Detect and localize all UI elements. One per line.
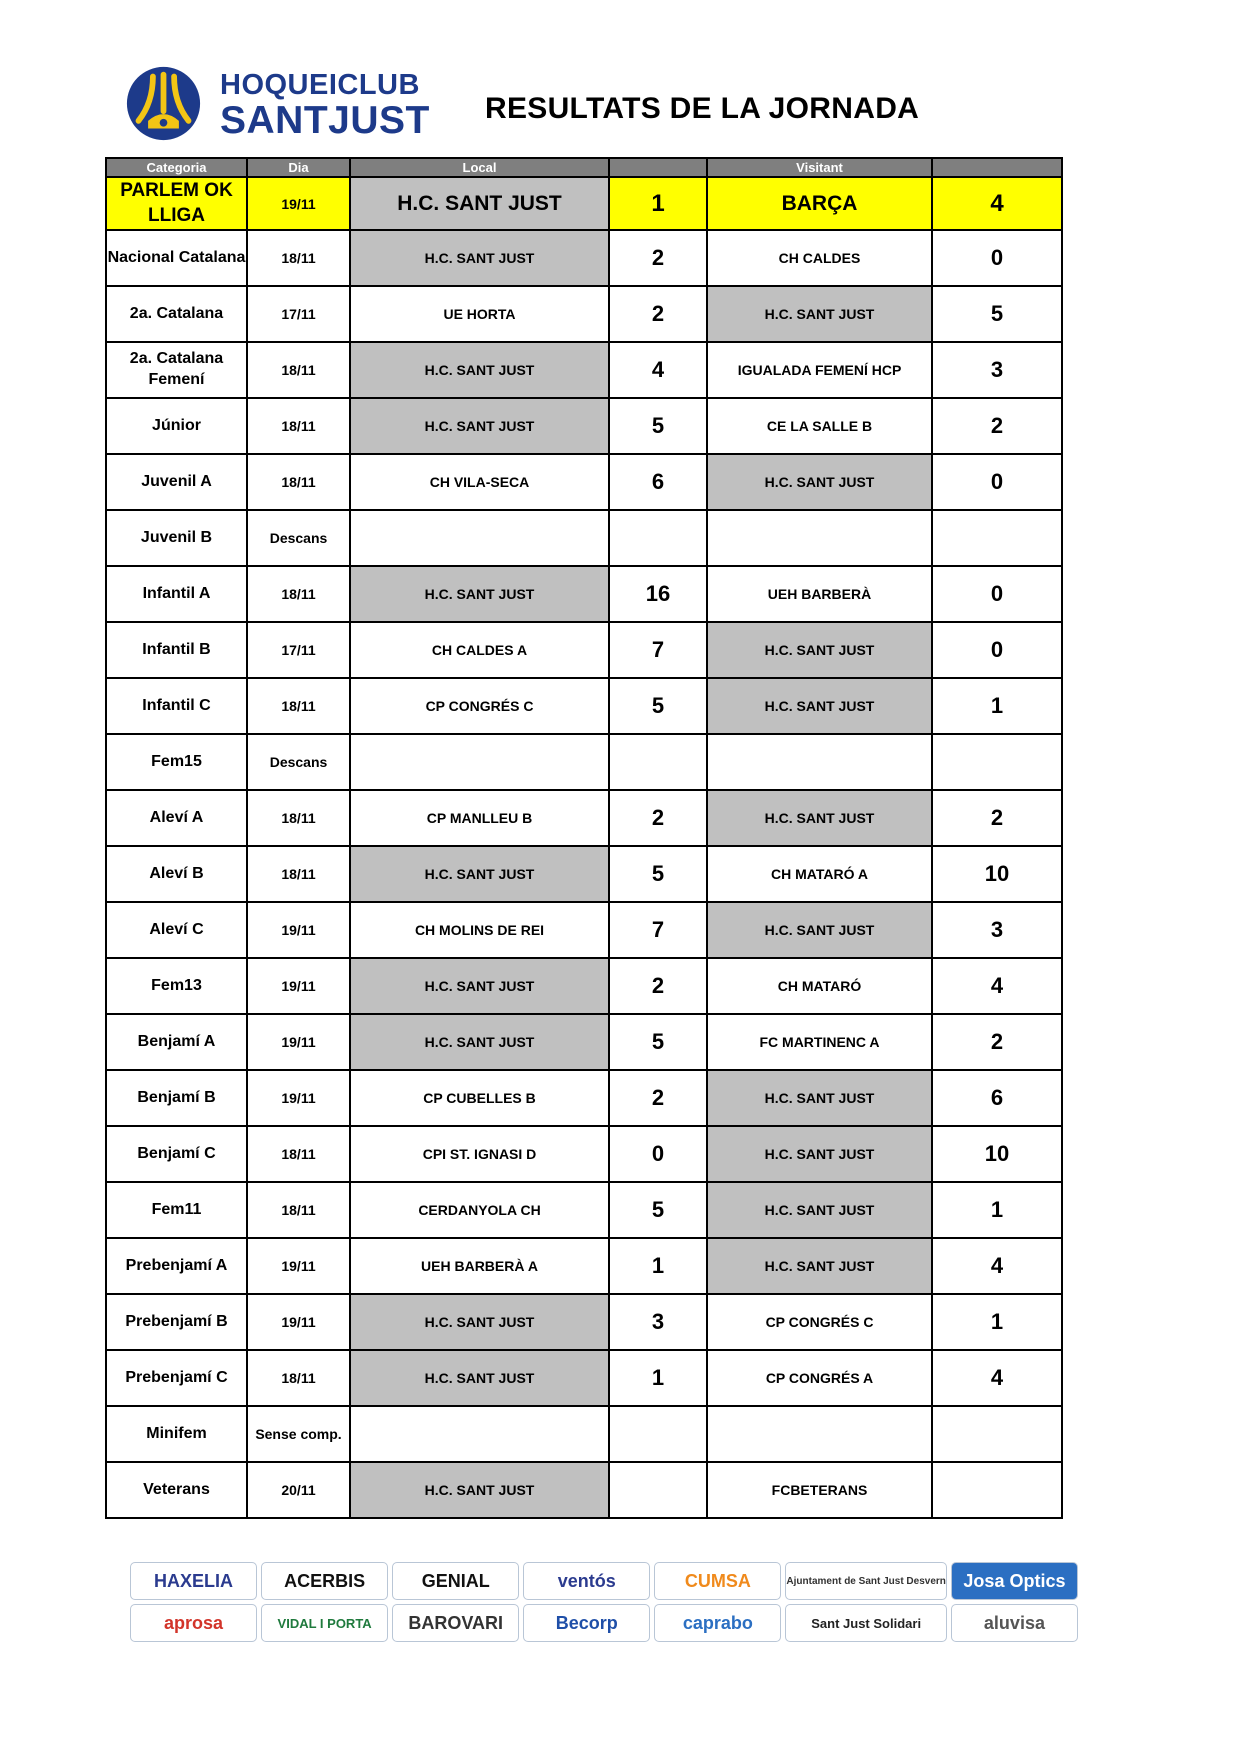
categoria-cell: Fem11 [106, 1182, 247, 1238]
dia-cell: Descans [247, 734, 350, 790]
result-row [106, 734, 1062, 790]
local-team-cell [350, 734, 609, 790]
result-row [106, 958, 1062, 1014]
dia-cell: 18/11 [247, 1182, 350, 1238]
local-team-cell [350, 510, 609, 566]
categoria-cell: Fem15 [106, 734, 247, 790]
categoria-cell: Júnior [106, 398, 247, 454]
categoria-cell: PARLEM OK LLIGA [106, 177, 247, 230]
results-body [106, 177, 1062, 1518]
visitant-team-cell: CH MATARÓ [707, 958, 932, 1014]
visitant-score-cell: 2 [932, 398, 1062, 454]
sponsor-logo: Sant Just Solidari [785, 1604, 946, 1642]
header-visitant-score [932, 158, 1062, 177]
visitant-team-cell: FC MARTINENC A [707, 1014, 932, 1070]
sponsor-logo: Josa Optics [951, 1562, 1078, 1600]
categoria-cell: Fem13 [106, 958, 247, 1014]
dia-cell: 18/11 [247, 846, 350, 902]
categoria-cell: Prebenjamí B [106, 1294, 247, 1350]
local-score-cell: 2 [609, 1070, 707, 1126]
categoria-cell: Nacional Catalana [106, 230, 247, 286]
sponsor-logo: GENIAL [392, 1562, 519, 1600]
result-row [106, 230, 1062, 286]
dia-cell: 17/11 [247, 622, 350, 678]
local-score-cell: 5 [609, 398, 707, 454]
local-score-cell: 4 [609, 342, 707, 398]
visitant-score-cell: 1 [932, 1182, 1062, 1238]
visitant-team-cell: UEH BARBERÀ [707, 566, 932, 622]
result-row [106, 1462, 1062, 1518]
local-team-cell: H.C. SANT JUST [350, 1294, 609, 1350]
visitant-team-cell: H.C. SANT JUST [707, 902, 932, 958]
categoria-cell: Infantil A [106, 566, 247, 622]
local-score-cell: 2 [609, 790, 707, 846]
visitant-score-cell: 10 [932, 846, 1062, 902]
dia-cell: 18/11 [247, 342, 350, 398]
visitant-score-cell: 1 [932, 1294, 1062, 1350]
result-row [106, 1294, 1062, 1350]
categoria-cell: Infantil B [106, 622, 247, 678]
header-local-score [609, 158, 707, 177]
local-score-cell: 1 [609, 1238, 707, 1294]
local-team-cell: H.C. SANT JUST [350, 958, 609, 1014]
visitant-team-cell: H.C. SANT JUST [707, 1126, 932, 1182]
categoria-cell: Aleví B [106, 846, 247, 902]
dia-cell: Sense comp. [247, 1406, 350, 1462]
local-team-cell: H.C. SANT JUST [350, 1014, 609, 1070]
visitant-score-cell: 6 [932, 1070, 1062, 1126]
result-row [106, 1238, 1062, 1294]
local-score-cell [609, 734, 707, 790]
visitant-score-cell: 1 [932, 678, 1062, 734]
result-row [106, 790, 1062, 846]
categoria-cell: Benjamí A [106, 1014, 247, 1070]
visitant-score-cell: 4 [932, 1350, 1062, 1406]
dia-cell: 18/11 [247, 790, 350, 846]
dia-cell: 18/11 [247, 1126, 350, 1182]
visitant-team-cell: H.C. SANT JUST [707, 1070, 932, 1126]
dia-cell: 18/11 [247, 678, 350, 734]
visitant-team-cell: CP CONGRÉS C [707, 1294, 932, 1350]
visitant-score-cell: 4 [932, 1238, 1062, 1294]
visitant-score-cell: 0 [932, 566, 1062, 622]
result-row [106, 846, 1062, 902]
local-score-cell: 2 [609, 286, 707, 342]
visitant-team-cell: H.C. SANT JUST [707, 790, 932, 846]
local-score-cell [609, 1462, 707, 1518]
local-team-cell: CH MOLINS DE REI [350, 902, 609, 958]
header-dia: Dia [247, 158, 350, 177]
result-row [106, 510, 1062, 566]
result-row [106, 1350, 1062, 1406]
visitant-team-cell: IGUALADA FEMENÍ HCP [707, 342, 932, 398]
dia-cell: 18/11 [247, 566, 350, 622]
local-score-cell [609, 510, 707, 566]
club-name-line1: HOQUEICLUB [220, 69, 420, 101]
categoria-cell: Prebenjamí C [106, 1350, 247, 1406]
sponsor-logo: CUMSA [654, 1562, 781, 1600]
local-team-cell: CP CUBELLES B [350, 1070, 609, 1126]
dia-cell: 17/11 [247, 286, 350, 342]
local-score-cell: 5 [609, 1182, 707, 1238]
dia-cell: 18/11 [247, 454, 350, 510]
categoria-cell: Prebenjamí A [106, 1238, 247, 1294]
local-score-cell: 7 [609, 622, 707, 678]
local-score-cell: 3 [609, 1294, 707, 1350]
visitant-team-cell: BARÇA [707, 177, 932, 230]
local-score-cell: 5 [609, 678, 707, 734]
visitant-team-cell: CH MATARÓ A [707, 846, 932, 902]
sponsor-logo: ventós [523, 1562, 650, 1600]
visitant-team-cell [707, 734, 932, 790]
local-team-cell: CH CALDES A [350, 622, 609, 678]
local-team-cell: H.C. SANT JUST [350, 846, 609, 902]
categoria-cell: 2a. Catalana [106, 286, 247, 342]
categoria-cell: Minifem [106, 1406, 247, 1462]
local-team-cell: H.C. SANT JUST [350, 398, 609, 454]
local-team-cell: H.C. SANT JUST [350, 1350, 609, 1406]
dia-cell: 18/11 [247, 398, 350, 454]
visitant-team-cell: CP CONGRÉS A [707, 1350, 932, 1406]
local-team-cell: H.C. SANT JUST [350, 230, 609, 286]
result-row [106, 622, 1062, 678]
visitant-team-cell: H.C. SANT JUST [707, 678, 932, 734]
visitant-team-cell: H.C. SANT JUST [707, 622, 932, 678]
local-score-cell [609, 1406, 707, 1462]
local-team-cell: UE HORTA [350, 286, 609, 342]
result-row [106, 566, 1062, 622]
dia-cell: 18/11 [247, 230, 350, 286]
dia-cell: 19/11 [247, 1294, 350, 1350]
local-score-cell: 0 [609, 1126, 707, 1182]
club-crest-icon [125, 65, 202, 142]
sponsor-logo: Becorp [523, 1604, 650, 1642]
visitant-score-cell: 4 [932, 177, 1062, 230]
result-row [106, 1406, 1062, 1462]
local-score-cell: 2 [609, 230, 707, 286]
result-row [106, 1014, 1062, 1070]
result-row [106, 286, 1062, 342]
local-score-cell: 1 [609, 1350, 707, 1406]
result-row [106, 454, 1062, 510]
sponsors-banner [130, 1562, 1078, 1642]
sponsor-logo: ACERBIS [261, 1562, 388, 1600]
categoria-cell: Benjamí B [106, 1070, 247, 1126]
visitant-score-cell [932, 734, 1062, 790]
visitant-score-cell: 2 [932, 1014, 1062, 1070]
local-team-cell: CP CONGRÉS C [350, 678, 609, 734]
visitant-score-cell: 0 [932, 622, 1062, 678]
categoria-cell: 2a. Catalana Femení [106, 342, 247, 398]
featured-result-row [106, 177, 1062, 230]
sponsor-logo: HAXELIA [130, 1562, 257, 1600]
club-name-line2: SANTJUST [220, 99, 430, 142]
sponsor-logo: BAROVARI [392, 1604, 519, 1642]
local-team-cell: UEH BARBERÀ A [350, 1238, 609, 1294]
dia-cell: 20/11 [247, 1462, 350, 1518]
dia-cell: 19/11 [247, 958, 350, 1014]
sponsor-logo: caprabo [654, 1604, 781, 1642]
visitant-team-cell: H.C. SANT JUST [707, 454, 932, 510]
visitant-team-cell [707, 510, 932, 566]
result-row [106, 1070, 1062, 1126]
result-row [106, 398, 1062, 454]
local-team-cell: CERDANYOLA CH [350, 1182, 609, 1238]
visitant-team-cell [707, 1406, 932, 1462]
club-name [220, 71, 430, 140]
dia-cell: 19/11 [247, 1238, 350, 1294]
result-row [106, 1126, 1062, 1182]
visitant-team-cell: H.C. SANT JUST [707, 286, 932, 342]
visitant-team-cell: CH CALDES [707, 230, 932, 286]
dia-cell: 19/11 [247, 1070, 350, 1126]
visitant-score-cell: 0 [932, 454, 1062, 510]
local-team-cell [350, 1406, 609, 1462]
visitant-score-cell: 3 [932, 342, 1062, 398]
local-score-cell: 16 [609, 566, 707, 622]
visitant-score-cell: 3 [932, 902, 1062, 958]
categoria-cell: Veterans [106, 1462, 247, 1518]
club-logo [125, 65, 430, 143]
categoria-cell: Aleví A [106, 790, 247, 846]
visitant-score-cell: 4 [932, 958, 1062, 1014]
local-score-cell: 5 [609, 846, 707, 902]
visitant-score-cell: 2 [932, 790, 1062, 846]
results-table [105, 157, 1063, 1519]
categoria-cell: Juvenil B [106, 510, 247, 566]
sponsor-logo: aprosa [130, 1604, 257, 1642]
local-team-cell: H.C. SANT JUST [350, 566, 609, 622]
local-team-cell: CPI ST. IGNASI D [350, 1126, 609, 1182]
local-team-cell: CP MANLLEU B [350, 790, 609, 846]
sponsor-logo: VIDAL I PORTA [261, 1604, 388, 1642]
visitant-score-cell: 10 [932, 1126, 1062, 1182]
local-score-cell: 5 [609, 1014, 707, 1070]
visitant-team-cell: FCBETERANS [707, 1462, 932, 1518]
categoria-cell: Benjamí C [106, 1126, 247, 1182]
visitant-score-cell [932, 1406, 1062, 1462]
result-row [106, 678, 1062, 734]
result-row [106, 902, 1062, 958]
dia-cell: Descans [247, 510, 350, 566]
page-title: RESULTATS DE LA JORNADA [485, 92, 920, 125]
local-score-cell: 6 [609, 454, 707, 510]
table-header-row [106, 158, 1062, 177]
categoria-cell: Juvenil A [106, 454, 247, 510]
dia-cell: 19/11 [247, 177, 350, 230]
visitant-score-cell [932, 510, 1062, 566]
local-team-cell: H.C. SANT JUST [350, 1462, 609, 1518]
header-visitant: Visitant [707, 158, 932, 177]
result-row [106, 1182, 1062, 1238]
header-local: Local [350, 158, 609, 177]
visitant-score-cell: 5 [932, 286, 1062, 342]
result-row [106, 342, 1062, 398]
visitant-team-cell: H.C. SANT JUST [707, 1182, 932, 1238]
local-score-cell: 2 [609, 958, 707, 1014]
visitant-team-cell: H.C. SANT JUST [707, 1238, 932, 1294]
local-team-cell: H.C. SANT JUST [350, 342, 609, 398]
dia-cell: 18/11 [247, 1350, 350, 1406]
categoria-cell: Infantil C [106, 678, 247, 734]
header-categoria: Categoria [106, 158, 247, 177]
categoria-cell: Aleví C [106, 902, 247, 958]
local-team-cell: H.C. SANT JUST [350, 177, 609, 230]
visitant-team-cell: CE LA SALLE B [707, 398, 932, 454]
local-score-cell: 7 [609, 902, 707, 958]
local-team-cell: CH VILA-SECA [350, 454, 609, 510]
dia-cell: 19/11 [247, 1014, 350, 1070]
sponsor-logo: aluvisa [951, 1604, 1078, 1642]
sponsor-logo: Ajuntament de Sant Just Desvern [785, 1562, 946, 1600]
visitant-score-cell: 0 [932, 230, 1062, 286]
dia-cell: 19/11 [247, 902, 350, 958]
visitant-score-cell [932, 1462, 1062, 1518]
local-score-cell: 1 [609, 177, 707, 230]
